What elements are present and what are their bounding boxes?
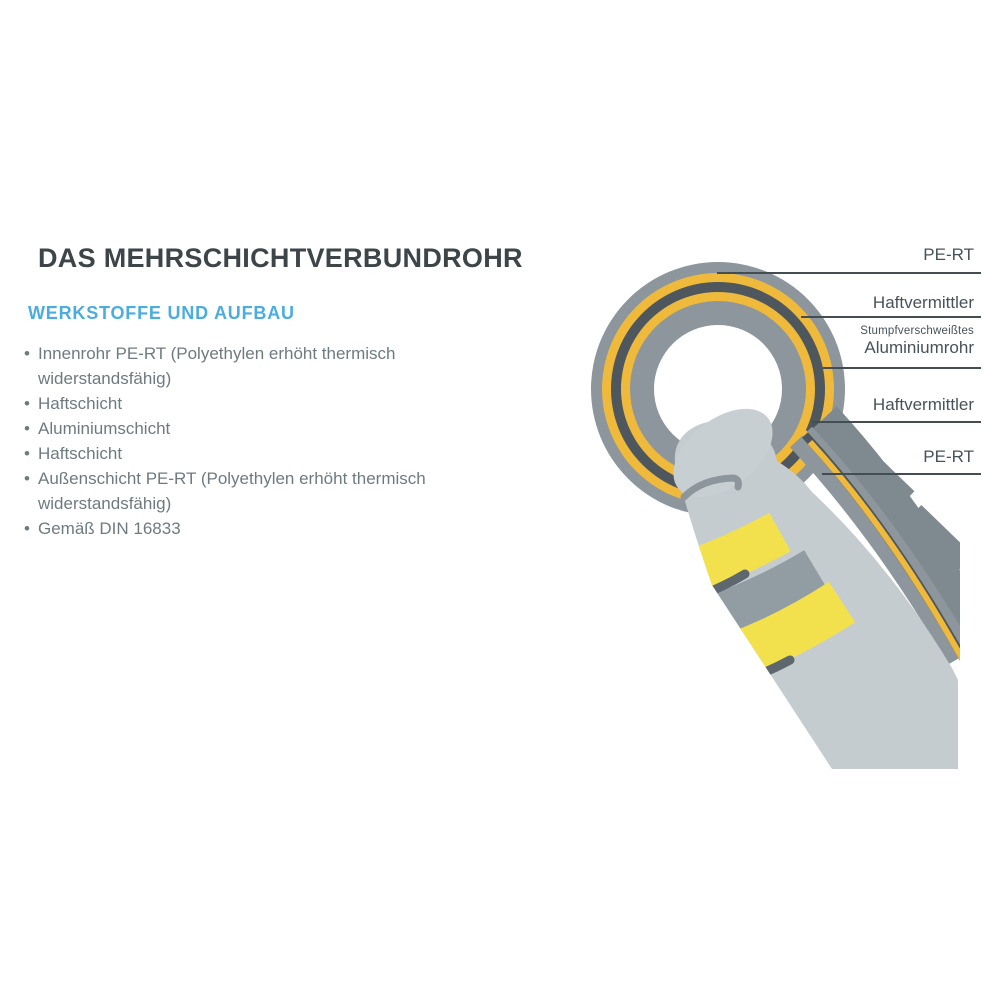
leader-line-haftvermittler-top	[801, 316, 981, 318]
callout-pert-bottom: PE-RT	[923, 447, 974, 466]
list-item: • Außenschicht PE-RT (Polyethylen erhöht thermisch widerstandsfähig)	[24, 466, 472, 516]
leader-line-aluminiumrohr	[823, 367, 981, 369]
callout-haftvermittler-top: Haftvermittler	[872, 293, 974, 312]
callout-aluminiumrohr-text: Aluminiumrohr	[864, 338, 974, 357]
list-item: • Haftschicht	[24, 441, 472, 466]
callout-aluminiumrohr-smalltext: Stumpfverschweißtes	[860, 325, 974, 337]
callout-aluminiumrohr	[860, 325, 974, 357]
section-subtitle: WERKSTOFFE UND AUFBAU	[28, 303, 295, 323]
list-item: • Haftschicht	[24, 391, 472, 416]
callout-haftvermittler-bottom: Haftvermittler	[872, 395, 974, 414]
list-item: • Gemäß DIN 16833	[24, 516, 472, 541]
leader-line-pert-top	[717, 272, 981, 274]
list-item: • Innenrohr PE-RT (Polyethylen erhöht thermisch widerstandsfähig)	[24, 341, 472, 391]
list-item: • Aluminiumschicht	[24, 416, 472, 441]
leader-line-pert-bottom	[822, 473, 981, 475]
leader-line-haftvermittler-bottom	[812, 421, 981, 423]
page-title: DAS MEHRSCHICHTVERBUNDROHR	[38, 243, 523, 273]
callout-pert-top: PE-RT	[923, 245, 974, 264]
